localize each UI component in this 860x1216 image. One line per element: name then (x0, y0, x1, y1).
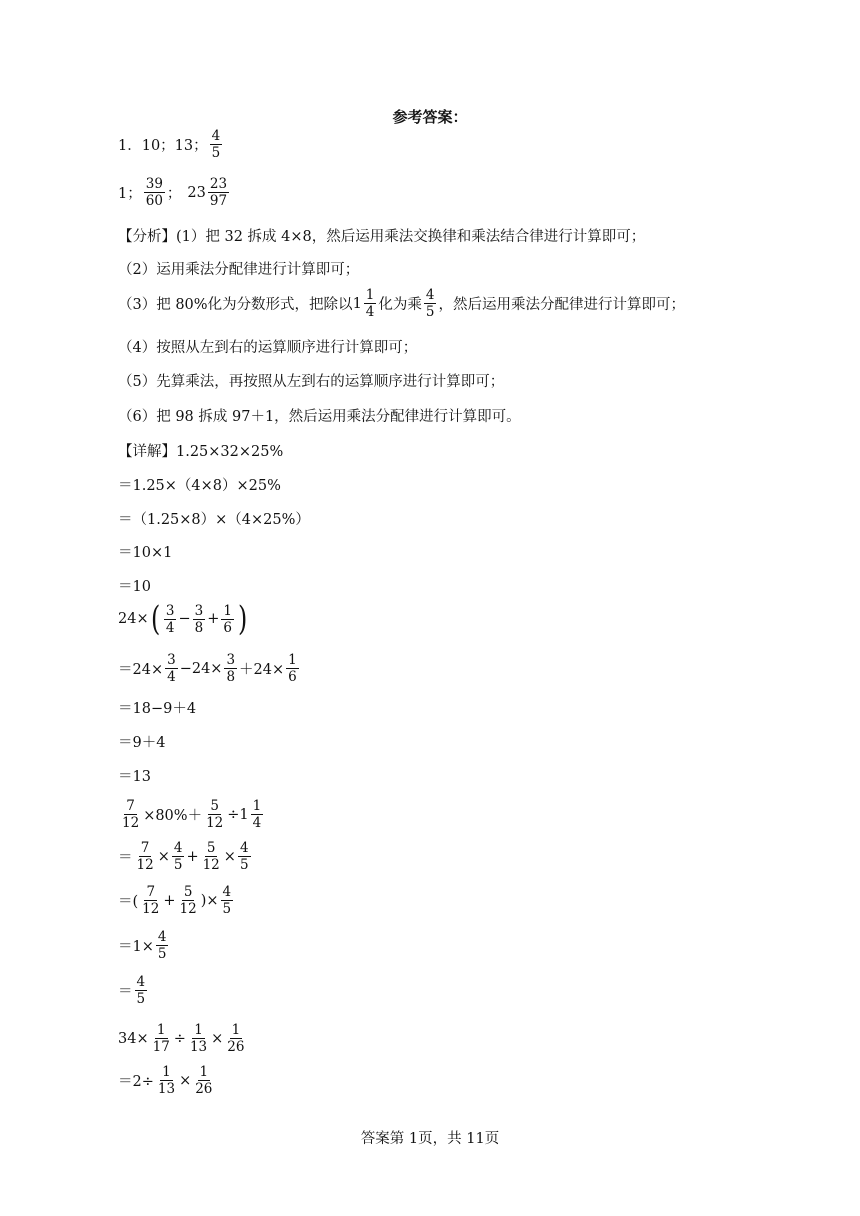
detail-line-16 (118, 1022, 248, 1055)
detail-line-15 (118, 974, 149, 1007)
analysis-line-5: （5）先算乘法，再按照从左到右的运算顺序进行计算即可； (118, 374, 505, 390)
fraction: $\frac{1}{6}$ (288, 652, 297, 685)
analysis-line-4: （4）按照从左到右的运算顺序进行计算即可； (118, 340, 418, 356)
answer-line-2 (118, 176, 231, 209)
expr-text: ＝1× (118, 939, 154, 955)
expr-text: ＝( (118, 894, 139, 910)
left-paren: ( (150, 599, 160, 639)
expr-text: 34× (118, 1030, 149, 1047)
fraction: $\frac{5}{12}$ (179, 884, 197, 917)
answer-text: 1．10；13； (118, 138, 208, 154)
fraction: $\frac{3}{8}$ (226, 652, 236, 685)
fraction: $\frac{3}{8}$ (194, 602, 204, 636)
fraction: $\frac{4}{5}$ (425, 287, 435, 320)
detail-line-1: 【详解】1.25×32×25% (118, 444, 284, 460)
page-title: 参考答案： (392, 108, 468, 126)
minus-sign: − (178, 611, 191, 627)
plus-sign: + (186, 848, 199, 865)
detail-line-14 (118, 929, 170, 962)
analysis-text: 化为乘 (378, 297, 422, 313)
fraction: $\frac{4}{5}$ (239, 840, 249, 873)
page-footer: 答案第 1页，共 11页 (360, 1131, 500, 1147)
detail-line-2: ＝1.25×（4×8）×25% (118, 478, 281, 494)
detail-line-11 (118, 798, 265, 831)
analysis-line-1: 【分析】(1）把 32 拆成 4×8，然后运用乘法交换律和乘法结合律进行计算即可； (118, 229, 646, 245)
detail-line-5: ＝10 (118, 579, 151, 595)
fraction: $\frac{4}{5}$ (173, 840, 183, 873)
expr-text: ＝24× (118, 662, 164, 678)
times-sign: × (223, 848, 236, 865)
detail-line-7 (118, 652, 301, 685)
times-sign: × (211, 1030, 224, 1047)
divide-sign: ÷ (173, 1030, 186, 1047)
fraction: $\frac{1}{6}$ (223, 602, 232, 636)
analysis-text: 1 (352, 295, 362, 312)
fraction: $\frac{3}{4}$ (167, 652, 176, 685)
detail-line-10: ＝13 (118, 769, 151, 785)
detail-line-17 (118, 1064, 216, 1097)
analysis-text: （3）把 80%化为分数形式，把除以 (118, 297, 353, 313)
fraction: $\frac{3}{4}$ (165, 602, 175, 636)
plus-sign: + (207, 611, 220, 627)
detail-line-8: ＝18−9＋4 (118, 701, 197, 717)
right-paren: ) (237, 599, 248, 639)
answer-text: ； (166, 186, 182, 202)
fraction: $\frac{7}{12}$ (136, 840, 154, 873)
fraction: $\frac{1}{13}$ (189, 1022, 208, 1055)
analysis-line-3 (118, 287, 685, 320)
expr-text: 24× (118, 611, 149, 627)
answer-text: 23 (187, 184, 206, 201)
detail-line-12 (118, 840, 253, 873)
detail-line-9: ＝9＋4 (118, 735, 166, 751)
analysis-text: ，然后运用乘法分配律进行计算即可； (438, 297, 685, 313)
fraction: $\frac{1}{17}$ (152, 1022, 170, 1055)
fraction: $\frac{7}{12}$ (122, 798, 140, 831)
detail-line-4: ＝10×1 (118, 545, 173, 561)
fraction: $\frac{1}{26}$ (227, 1022, 245, 1055)
fraction: $\frac{5}{12}$ (202, 840, 220, 873)
expr-text: )× (200, 892, 219, 909)
fraction: $\frac{4}{5}$ (157, 929, 167, 962)
fraction: $\frac{1}{4}$ (252, 798, 262, 831)
expr-text: ＝2÷ (118, 1074, 154, 1090)
fraction: $\frac{4}{5}$ (222, 884, 232, 917)
answer-line-1 (118, 128, 224, 161)
answer-text: 1； (118, 186, 142, 202)
fraction: $\frac{1}{4}$ (365, 287, 375, 320)
plus-sign: + (163, 892, 176, 909)
expr-text: ＝ (118, 984, 133, 1000)
expr-text: ÷1 (227, 806, 249, 823)
analysis-line-2: （2）运用乘法分配律进行计算即可； (118, 262, 360, 278)
expr-text: ＝ (118, 850, 133, 866)
detail-line-3: ＝（1.25×8）×（4×25%） (118, 512, 310, 528)
fraction: $\frac{39}{60}$ (145, 176, 163, 209)
fraction: $\frac{1}{13}$ (157, 1064, 176, 1097)
analysis-line-6: （6）把 98 拆成 97＋1，然后运用乘法分配律进行计算即可。 (118, 409, 521, 425)
fraction: $\frac{4}{5}$ (211, 128, 221, 161)
expr-text: −24× (179, 660, 223, 677)
expr-text: ＋24× (239, 662, 285, 678)
fraction: $\frac{4}{5}$ (136, 974, 146, 1007)
fraction: $\frac{23}{97}$ (209, 176, 228, 209)
expr-text: ×80%＋ (143, 808, 203, 824)
detail-line-13 (118, 884, 235, 917)
detail-line-6 (118, 599, 249, 639)
fraction: $\frac{7}{12}$ (142, 884, 160, 917)
times-sign: × (179, 1072, 192, 1089)
fraction: $\frac{1}{26}$ (195, 1064, 213, 1097)
fraction: $\frac{5}{12}$ (206, 798, 224, 831)
times-sign: × (157, 848, 170, 865)
